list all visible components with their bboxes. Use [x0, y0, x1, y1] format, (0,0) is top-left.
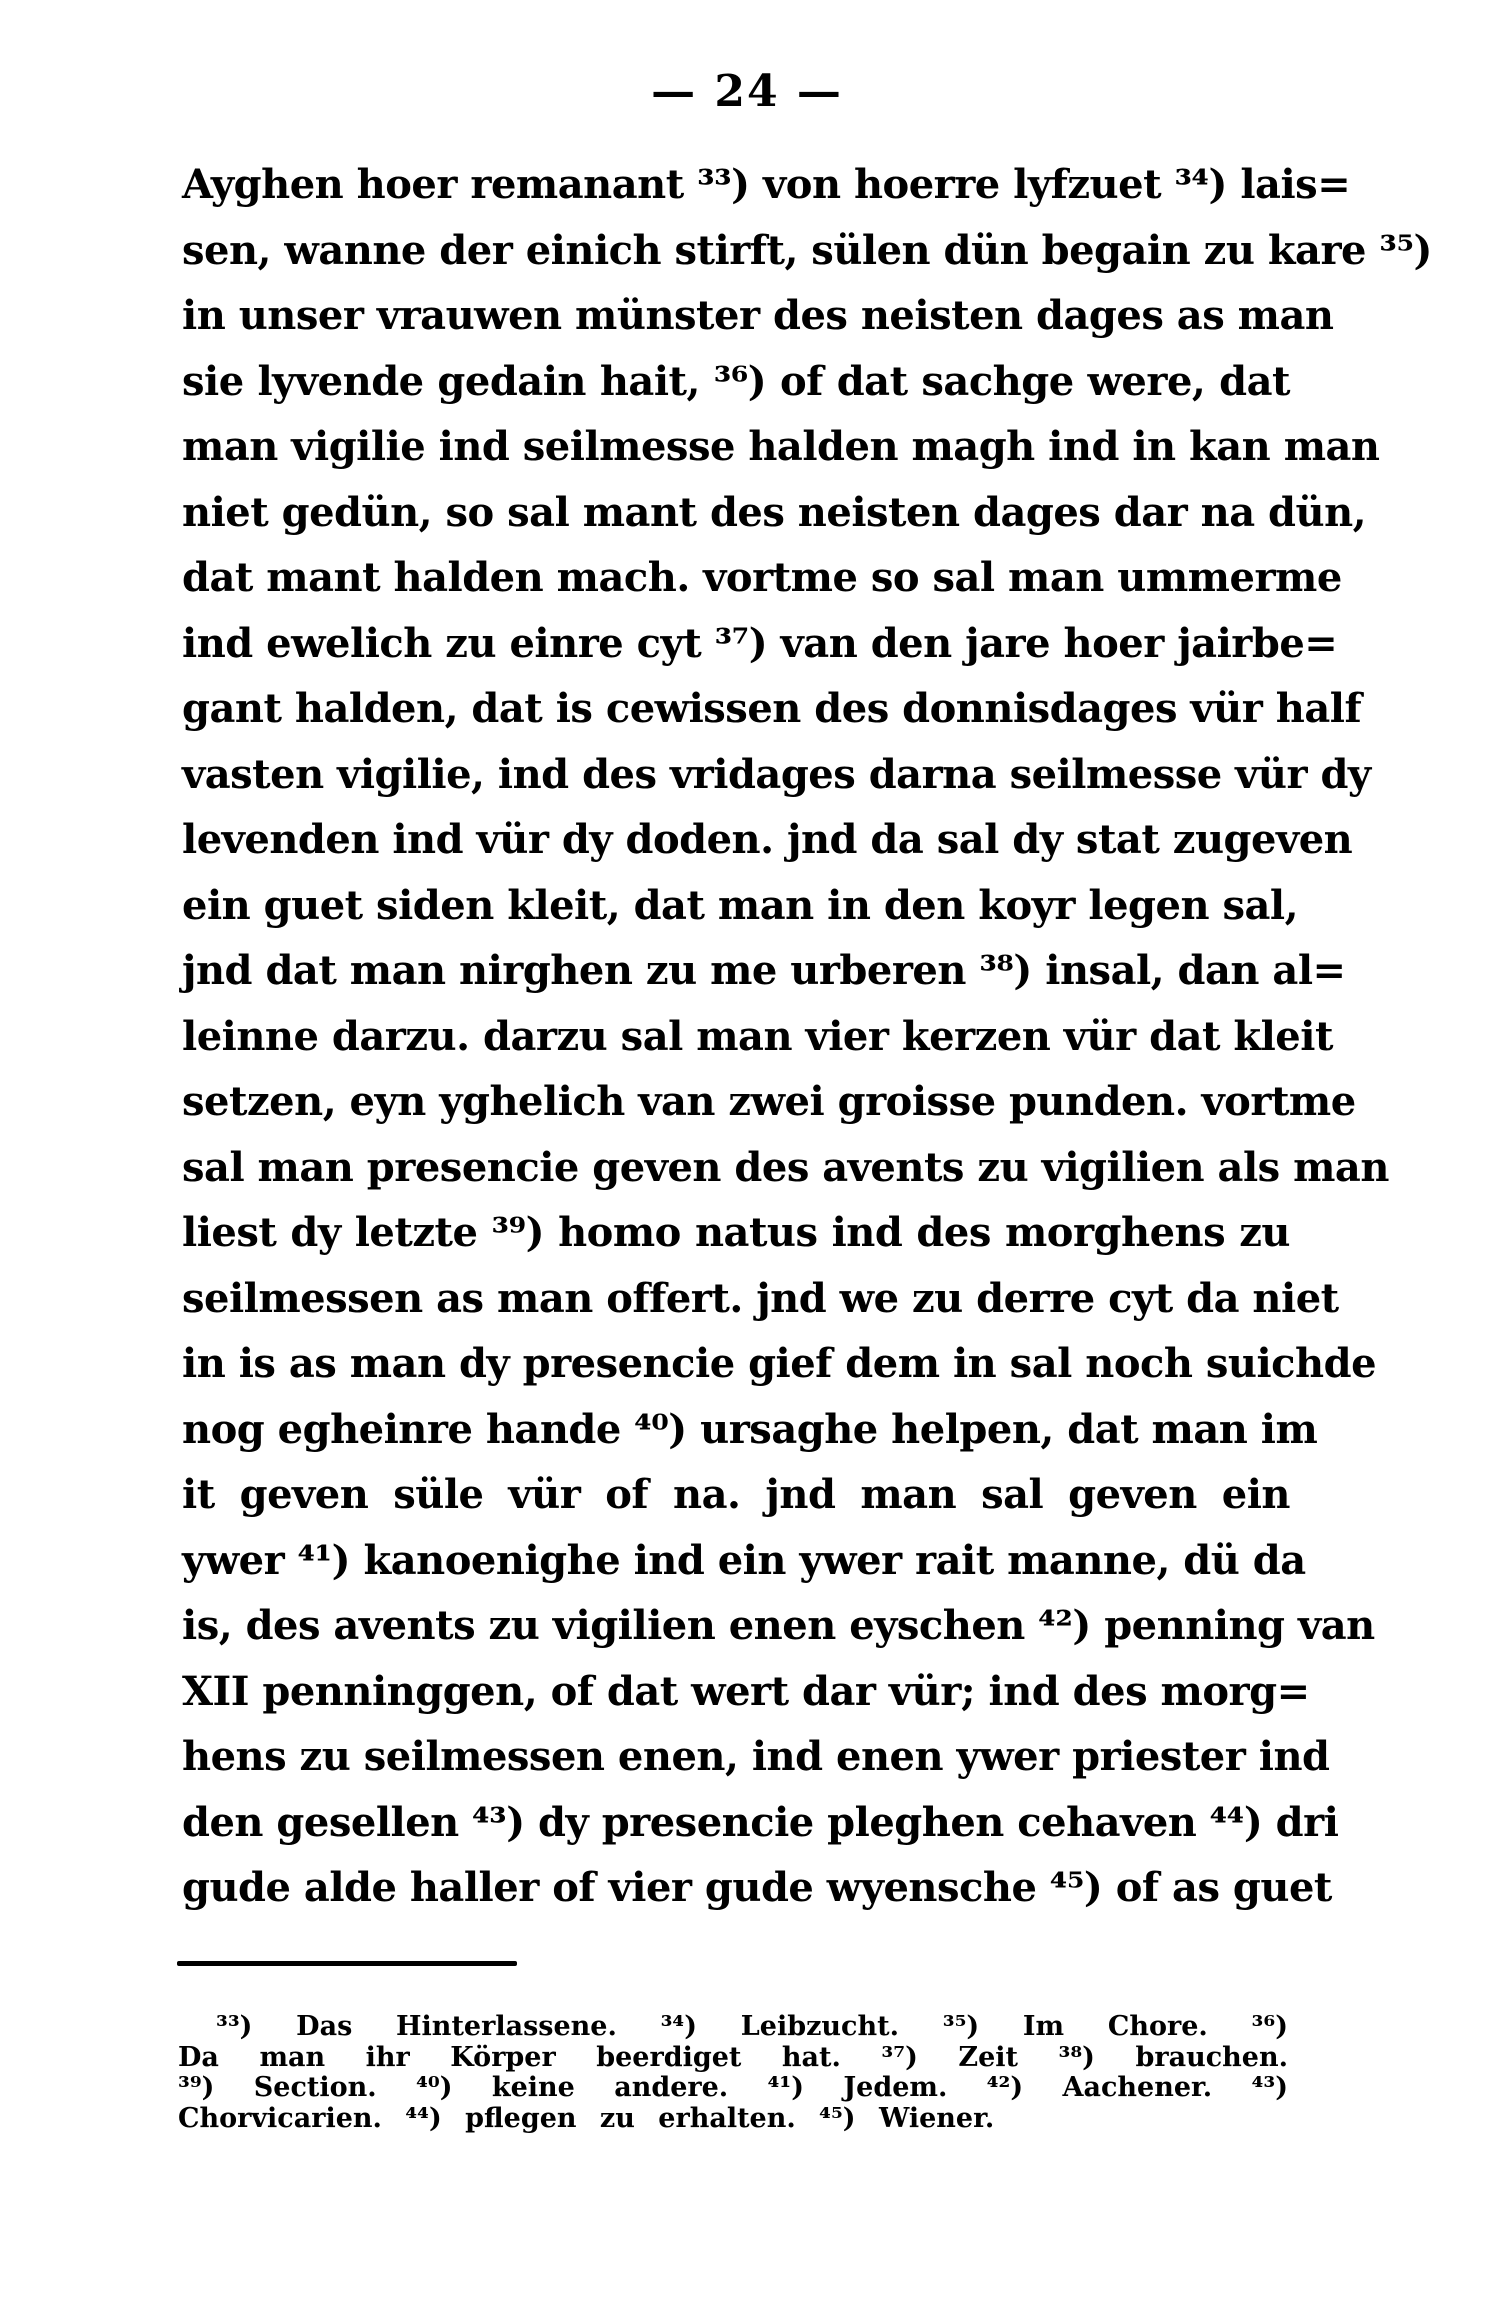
text-line: sal man presencie geven des avents zu vigilien als man — [182, 1143, 1389, 1191]
text-line: gude alde haller of vier gude wyensche ⁴⁵) of as guet — [182, 1864, 1332, 1911]
text-line: den gesellen ⁴³) dy presencie pleghen cehaven ⁴⁴) dri — [182, 1798, 1339, 1846]
text-line: levenden ind vür dy doden. jnd da sal dy stat zugeven — [182, 816, 1353, 863]
text-line: hens zu seilmessen enen, ind enen ywer priester ind — [182, 1733, 1330, 1780]
text-line: vasten vigilie, ind des vridages darna seilmesse vür dy — [182, 750, 1371, 798]
text-line: sie lyvende gedain hait, ³⁶) of dat sachge were, dat — [182, 357, 1290, 405]
text-line: leinne darzu. darzu sal man vier kerzen vür dat kleit — [182, 1012, 1333, 1060]
text-line: seilmessen as man offert. jnd we zu derre cyt da niet — [182, 1274, 1339, 1322]
text-line: XII penninggen, of dat wert dar vür; ind des morg= — [182, 1667, 1310, 1715]
text-line: in unser vrauwen münster des neisten dages as man — [182, 292, 1334, 339]
text-line: dat mant halden mach. vortme so sal man ummerme — [182, 554, 1342, 601]
footnotes — [178, 2012, 1288, 2134]
text-line: liest dy letzte ³⁹) homo natus ind des morghens zu — [182, 1209, 1290, 1256]
page-number: — 24 — — [651, 66, 843, 117]
text-line: jnd dat man nirghen zu me urberen ³⁸) insal, dan al= — [182, 947, 1346, 994]
footnote-line: ³³) Das Hinterlassene. ³⁴) Leibzucht. ³⁵) Im Chore. ³⁶) — [216, 2011, 1288, 2042]
footnote-divider — [177, 1961, 517, 1966]
footnote-line: Chorvicarien. ⁴⁴) pflegen zu erhalten. ⁴⁵) Wiener. — [178, 2102, 995, 2134]
footnote-line: Da man ihr Körper beerdiget hat. ³⁷) Zeit ³⁸) brauchen. — [178, 2041, 1288, 2073]
text-line: ein guet siden kleit, dat man in den koyr legen sal, — [182, 881, 1299, 929]
text-line: nog egheinre hande ⁴⁰) ursaghe helpen, dat man im — [182, 1405, 1318, 1453]
text-line: niet gedün, so sal mant des neisten dages dar na dün, — [182, 488, 1367, 536]
text-line: ind ewelich zu einre cyt ³⁷) van den jare hoer jairbe= — [182, 619, 1338, 667]
footnote-line: ³⁹) Section. ⁴⁰) keine andere. ⁴¹) Jedem. ⁴²) Aachener. ⁴³) — [178, 2072, 1288, 2103]
text-line: ywer ⁴¹) kanoenighe ind ein ywer rait manne, dü da — [182, 1536, 1306, 1584]
text-line: gant halden, dat is cewissen des donnisdages vür half — [182, 685, 1362, 732]
text-line: setzen, eyn yghelich van zwei groisse punden. vortme — [182, 1078, 1356, 1125]
text-line: man vigilie ind seilmesse halden magh ind in kan man — [182, 423, 1380, 470]
body-text — [182, 152, 1432, 1921]
text-line: in is as man dy presencie gief dem in sal noch suichde — [182, 1340, 1377, 1387]
text-line: Ayghen hoer remanant ³³) von hoerre lyfzuet ³⁴) lais= — [182, 161, 1351, 208]
text-line: sen, wanne der einich stirft, sülen dün begain zu kare ³⁵) — [182, 226, 1432, 274]
text-line: it geven süle vür of na. jnd man sal geven ein — [182, 1471, 1290, 1518]
text-line: is, des avents zu vigilien enen eyschen ⁴²) penning van — [182, 1602, 1375, 1649]
